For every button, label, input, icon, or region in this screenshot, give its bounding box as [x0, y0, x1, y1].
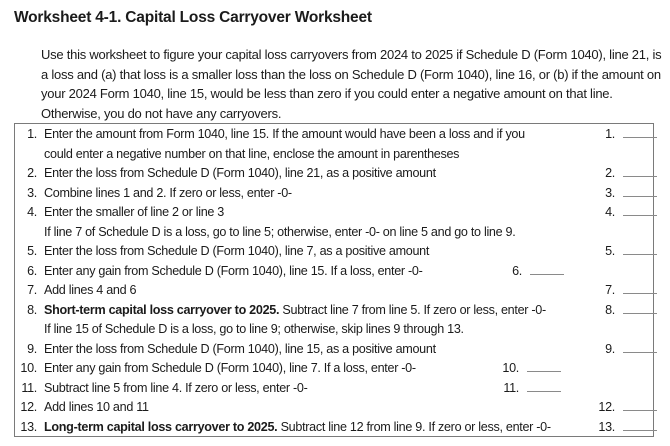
line-detail: Subtract line 7 from line 5. If zero or less, enter -0-: [279, 302, 546, 317]
worksheet-line-9: [15, 340, 653, 360]
line-detail: Subtract line 12 from line 9. If zero or less, enter -0-: [277, 419, 551, 434]
worksheet-box: [14, 123, 654, 437]
worksheet-line-5: [15, 242, 653, 262]
line-heading: Long-term capital loss carryover to 2025.: [44, 419, 278, 434]
line-text: If line 7 of Schedule D is a loss, go to line 5; otherwise, enter -0- on line 5 and go to line 9.: [44, 224, 516, 239]
line-entry-13[interactable]: [595, 418, 657, 438]
entry-number: 1.: [605, 127, 615, 141]
line-text: could enter a negative number on that line, enclose the amount in parentheses: [44, 146, 460, 161]
worksheet-title: Worksheet 4-1. Capital Loss Carryover Worksheet: [14, 9, 372, 26]
line-text: Enter any gain from Schedule D (Form 1040), line 15. If a loss, enter -0-: [44, 263, 423, 278]
line-number: 1.: [27, 127, 37, 141]
entry-number: 2.: [605, 166, 615, 180]
line-entry-8[interactable]: [595, 301, 657, 321]
worksheet-line-3: [15, 184, 653, 204]
entry-blank[interactable]: [527, 379, 561, 392]
worksheet-line-7: [15, 281, 653, 301]
line-text: Enter any gain from Schedule D (Form 1040), line 7. If a loss, enter -0-: [44, 361, 416, 375]
worksheet-line-1: [15, 125, 653, 145]
line-number: 11.: [21, 380, 37, 395]
entry-blank[interactable]: [623, 398, 657, 411]
line-number: 2.: [27, 166, 37, 180]
line-text: Enter the loss from Schedule D (Form 1040), line 15, as a positive amount: [44, 341, 436, 356]
worksheet-line-2: [15, 164, 653, 184]
line-text: Enter the smaller of line 2 or line 3: [44, 205, 225, 219]
line-number: 13.: [20, 419, 37, 434]
line-number: 12.: [20, 400, 37, 414]
line-entry-3[interactable]: [595, 184, 657, 204]
worksheet-line-4: [15, 203, 653, 223]
line-number: 8.: [27, 302, 37, 317]
entry-number: 13.: [598, 419, 615, 434]
entry-blank[interactable]: [623, 301, 657, 314]
line-entry-6[interactable]: [502, 262, 564, 282]
worksheet-line-11: [15, 379, 653, 399]
entry-number: 10.: [502, 361, 519, 375]
entry-blank[interactable]: [623, 281, 657, 294]
line-text: Add lines 4 and 6: [44, 283, 137, 297]
entry-blank[interactable]: [623, 125, 657, 138]
line-number: 5.: [27, 244, 37, 258]
line-text: Add lines 10 and 11: [44, 400, 149, 414]
entry-number: 5.: [605, 244, 615, 258]
entry-blank[interactable]: [527, 359, 561, 372]
entry-blank[interactable]: [530, 262, 564, 275]
entry-blank[interactable]: [623, 164, 657, 177]
line-entry-1[interactable]: [595, 125, 657, 145]
line-number: 10.: [20, 361, 37, 375]
line-entry-10[interactable]: [499, 359, 561, 379]
entry-blank[interactable]: [623, 242, 657, 255]
entry-number: 3.: [605, 185, 615, 200]
line-text: Enter the loss from Schedule D (Form 1040), line 21, as a positive amount: [44, 166, 436, 180]
entry-number: 9.: [605, 341, 615, 356]
line-text: [44, 418, 551, 438]
worksheet-line-8: [15, 301, 653, 321]
entry-blank[interactable]: [623, 184, 657, 197]
entry-number: 7.: [605, 283, 615, 297]
instruction-after-line-8: [15, 320, 653, 340]
entry-blank[interactable]: [623, 340, 657, 353]
entry-blank[interactable]: [623, 203, 657, 216]
line-number: 6.: [27, 263, 37, 278]
line-entry-12[interactable]: [595, 398, 657, 418]
line-text: Enter the amount from Form 1040, line 15. If the amount would have been a loss and if you: [44, 127, 525, 141]
worksheet-line-12: [15, 398, 653, 418]
line-entry-9[interactable]: [595, 340, 657, 360]
line-text: Subtract line 5 from line 4. If zero or less, enter -0-: [44, 380, 308, 395]
line-entry-11[interactable]: [499, 379, 561, 399]
worksheet-line-10: [15, 359, 653, 379]
worksheet-line-1-cont: [15, 145, 653, 165]
entry-number: 8.: [605, 302, 615, 317]
line-entry-7[interactable]: [595, 281, 657, 301]
line-number: 9.: [27, 341, 37, 356]
worksheet-line-13: [15, 418, 653, 438]
line-entry-4[interactable]: [595, 203, 657, 223]
line-entry-5[interactable]: [595, 242, 657, 262]
worksheet-line-6: [15, 262, 653, 282]
entry-number: 11.: [503, 380, 519, 395]
line-text: Combine lines 1 and 2. If zero or less, enter -0-: [44, 185, 292, 200]
entry-number: 4.: [605, 205, 615, 219]
line-number: 3.: [27, 185, 37, 200]
intro-paragraph: Use this worksheet to figure your capital loss carryovers from 2024 to 2025 if Schedule D (Form 1040), line 21, is a loss and (a) that loss is a smaller loss than the loss on Schedule D (Form 1040), line 16, or (b) if the amount on your 2024 Form 1040, line 15, would be less than zero if you could enter a negative amount on that line. Otherwise, you do not have any carryovers.: [41, 47, 662, 121]
entry-number: 12.: [598, 400, 615, 414]
entry-number: 6.: [512, 263, 522, 278]
line-number: 7.: [27, 283, 37, 297]
line-text: Enter the loss from Schedule D (Form 1040), line 7, as a positive amount: [44, 244, 430, 258]
entry-blank[interactable]: [623, 418, 657, 431]
line-heading: Short-term capital loss carryover to 2025.: [44, 302, 280, 317]
instruction-after-line-4: [15, 223, 653, 243]
line-number: 4.: [27, 205, 37, 219]
line-text: If line 15 of Schedule D is a loss, go to line 9; otherwise, skip lines 9 through 13.: [44, 322, 464, 336]
line-entry-2[interactable]: [595, 164, 657, 184]
line-text: [44, 301, 546, 321]
